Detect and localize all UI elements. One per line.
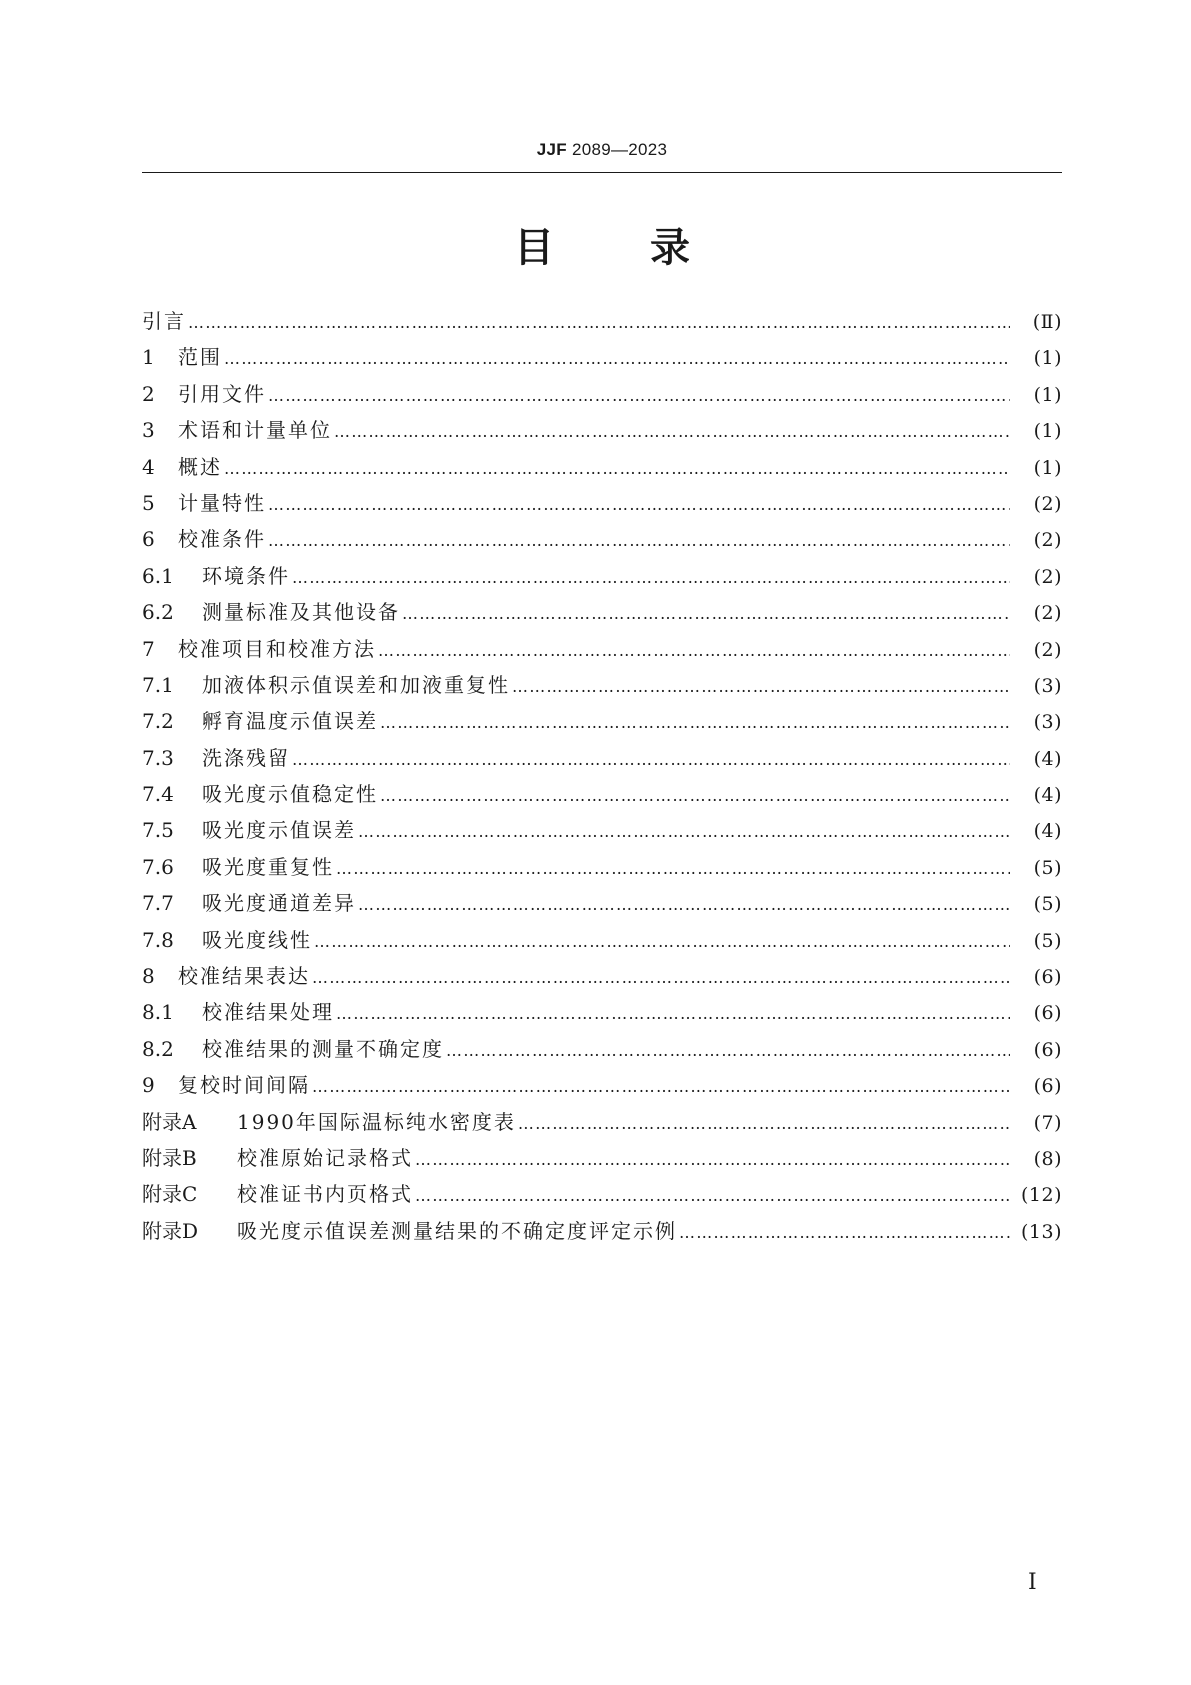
toc-entry-label: 校准证书内页格式 xyxy=(237,1182,413,1207)
toc-dot-leader xyxy=(512,669,1010,705)
toc-dot-leader xyxy=(402,596,1010,632)
toc-entry-label: 引用文件 xyxy=(178,381,266,406)
toc-dot-leader xyxy=(380,705,1010,741)
toc-entry[interactable] xyxy=(142,412,1062,448)
toc-entry-page: (2) xyxy=(1033,638,1062,661)
toc-entry-number: 9 xyxy=(142,1073,155,1098)
toc-entry-label: 校准结果处理 xyxy=(202,1000,334,1025)
toc-entry-page: (3) xyxy=(1033,674,1062,697)
toc-entry[interactable] xyxy=(142,485,1062,521)
toc-dot-leader xyxy=(415,1142,1010,1178)
toc-dot-leader xyxy=(518,1106,1010,1142)
toc-entry-page: (1) xyxy=(1033,383,1062,406)
toc-entry-label: 吸光度线性 xyxy=(202,927,312,952)
toc-entry[interactable] xyxy=(142,558,1062,594)
toc-entry-number: 7.4 xyxy=(142,782,174,807)
toc-entry-label: 吸光度示值稳定性 xyxy=(202,782,378,807)
toc-entry-number: 6.2 xyxy=(142,600,174,625)
toc-entry-page: (7) xyxy=(1033,1111,1062,1134)
standard-code-number: 2089—2023 xyxy=(571,140,668,159)
toc-entry-number: 7 xyxy=(142,636,155,661)
toc-entry-label: 1990年国际温标纯水密度表 xyxy=(237,1109,516,1134)
toc-entry-number: 2 xyxy=(142,381,155,406)
toc-entry-label: 孵育温度示值误差 xyxy=(202,709,378,734)
page-number: Ⅰ xyxy=(1028,1570,1037,1595)
title-char-1: 目 xyxy=(514,225,554,271)
toc-dot-leader xyxy=(268,487,1010,523)
toc-entry[interactable] xyxy=(142,303,1062,339)
toc-dot-leader xyxy=(336,851,1010,887)
toc-entry-label: 吸光度示值误差测量结果的不确定度评定示例 xyxy=(237,1218,677,1243)
document-header xyxy=(142,140,1062,160)
toc-entry-number: 附录A xyxy=(142,1109,197,1134)
toc-entry[interactable] xyxy=(142,812,1062,848)
toc-entry-page: (2) xyxy=(1033,602,1062,625)
toc-entry[interactable] xyxy=(142,885,1062,921)
toc-entry-number: 6 xyxy=(142,527,155,552)
toc-entry[interactable] xyxy=(142,1031,1062,1067)
toc-dot-leader xyxy=(312,960,1010,996)
toc-entry[interactable] xyxy=(142,922,1062,958)
toc-entry-page: (5) xyxy=(1033,929,1062,952)
toc-entry-label: 校准结果表达 xyxy=(178,964,310,989)
toc-entry[interactable] xyxy=(142,776,1062,812)
page-title xyxy=(142,218,1062,278)
toc-entry-number: 附录B xyxy=(142,1145,197,1170)
toc-entry-number: 7.6 xyxy=(142,854,174,879)
toc-entry-page: (5) xyxy=(1033,893,1062,916)
toc-entry-label: 计量特性 xyxy=(178,490,266,515)
toc-entry[interactable] xyxy=(142,958,1062,994)
toc-entry-page: (Ⅱ) xyxy=(1032,311,1062,333)
toc-dot-leader xyxy=(378,633,1010,669)
toc-entry-page: (1) xyxy=(1033,347,1062,370)
toc-entry-number: 附录C xyxy=(142,1182,198,1207)
toc-dot-leader xyxy=(292,742,1010,778)
toc-dot-leader xyxy=(679,1215,1010,1251)
toc-entry-page: (6) xyxy=(1033,1038,1062,1061)
toc-entry-number: 7.7 xyxy=(142,891,174,916)
toc-dot-leader xyxy=(268,378,1010,414)
toc-entry[interactable] xyxy=(142,1067,1062,1103)
toc-entry-label: 引言 xyxy=(142,309,186,333)
toc-entry[interactable] xyxy=(142,449,1062,485)
toc-entry-number: 8 xyxy=(142,964,155,989)
toc-dot-leader xyxy=(446,1033,1010,1069)
toc-entry-label: 吸光度示值误差 xyxy=(202,818,356,843)
toc-entry[interactable] xyxy=(142,521,1062,557)
toc-entry-number: 7.5 xyxy=(142,818,174,843)
toc-dot-leader xyxy=(358,887,1010,923)
toc-dot-leader xyxy=(314,924,1010,960)
toc-entry-number: 1 xyxy=(142,345,155,370)
toc-entry[interactable] xyxy=(142,1140,1062,1176)
toc-dot-leader xyxy=(336,996,1010,1032)
toc-entry-page: (4) xyxy=(1033,747,1062,770)
toc-entry-number: 7.3 xyxy=(142,745,174,770)
toc-entry[interactable] xyxy=(142,594,1062,630)
toc-entry-label: 校准原始记录格式 xyxy=(237,1145,413,1170)
toc-entry-label: 概述 xyxy=(178,454,222,479)
toc-entry-label: 环境条件 xyxy=(202,563,290,588)
toc-entry-page: (3) xyxy=(1033,711,1062,734)
toc-entry-number: 8.1 xyxy=(142,1000,174,1025)
toc-dot-leader xyxy=(312,1069,1010,1105)
toc-entry-number: 7.1 xyxy=(142,672,174,697)
toc-dot-leader xyxy=(334,414,1010,450)
toc-dot-leader xyxy=(224,451,1010,487)
toc-entry[interactable] xyxy=(142,1176,1062,1212)
toc-entry-label: 校准结果的测量不确定度 xyxy=(202,1036,444,1061)
toc-dot-leader xyxy=(224,341,1010,377)
toc-entry-number: 3 xyxy=(142,418,155,443)
toc-entry-page: (6) xyxy=(1033,1002,1062,1025)
toc-entry[interactable] xyxy=(142,376,1062,412)
toc-entry-number: 7.2 xyxy=(142,709,174,734)
toc-entry-page: (8) xyxy=(1033,1147,1062,1170)
toc-entry-page: (12) xyxy=(1020,1184,1062,1207)
toc-entry-label: 范围 xyxy=(178,345,222,370)
toc-entry-label: 复校时间间隔 xyxy=(178,1073,310,1098)
toc-entry-page: (2) xyxy=(1033,529,1062,552)
toc-entry[interactable] xyxy=(142,1213,1062,1249)
title-char-2: 录 xyxy=(650,225,690,271)
table-of-contents xyxy=(142,303,1062,1249)
toc-entry[interactable] xyxy=(142,994,1062,1030)
toc-entry[interactable] xyxy=(142,339,1062,375)
toc-entry-page: (1) xyxy=(1033,456,1062,479)
toc-entry-label: 吸光度重复性 xyxy=(202,854,334,879)
toc-entry[interactable] xyxy=(142,703,1062,739)
toc-entry-label: 术语和计量单位 xyxy=(178,418,332,443)
toc-entry-page: (4) xyxy=(1033,784,1062,807)
toc-entry-number: 附录D xyxy=(142,1218,199,1243)
toc-entry[interactable] xyxy=(142,1104,1062,1140)
toc-entry[interactable] xyxy=(142,631,1062,667)
toc-entry-page: (5) xyxy=(1033,856,1062,879)
toc-entry-page: (2) xyxy=(1033,492,1062,515)
toc-entry-label: 校准条件 xyxy=(178,527,266,552)
toc-entry[interactable] xyxy=(142,849,1062,885)
toc-entry-page: (6) xyxy=(1033,966,1062,989)
toc-dot-leader xyxy=(268,523,1010,559)
toc-entry-page: (4) xyxy=(1033,820,1062,843)
toc-entry-label: 洗涤残留 xyxy=(202,745,290,770)
toc-entry-page: (2) xyxy=(1033,565,1062,588)
toc-entry-page: (13) xyxy=(1020,1220,1062,1243)
toc-dot-leader xyxy=(292,560,1010,596)
toc-entry-label: 吸光度通道差异 xyxy=(202,891,356,916)
toc-entry-number: 7.8 xyxy=(142,927,174,952)
toc-entry-label: 测量标准及其他设备 xyxy=(202,600,400,625)
toc-entry-label: 加液体积示值误差和加液重复性 xyxy=(202,672,510,697)
toc-entry-label: 校准项目和校准方法 xyxy=(178,636,376,661)
toc-entry-number: 6.1 xyxy=(142,563,174,588)
toc-dot-leader xyxy=(188,305,1010,341)
toc-entry-number: 8.2 xyxy=(142,1036,174,1061)
toc-entry[interactable] xyxy=(142,667,1062,703)
standard-code-prefix: JJF xyxy=(536,140,567,159)
toc-entry[interactable] xyxy=(142,740,1062,776)
toc-entry-number: 4 xyxy=(142,454,155,479)
toc-entry-page: (6) xyxy=(1033,1075,1062,1098)
header-divider xyxy=(142,172,1062,173)
toc-dot-leader xyxy=(358,814,1010,850)
toc-dot-leader xyxy=(415,1178,1010,1214)
toc-entry-page: (1) xyxy=(1033,420,1062,443)
toc-dot-leader xyxy=(380,778,1010,814)
toc-entry-number: 5 xyxy=(142,490,155,515)
